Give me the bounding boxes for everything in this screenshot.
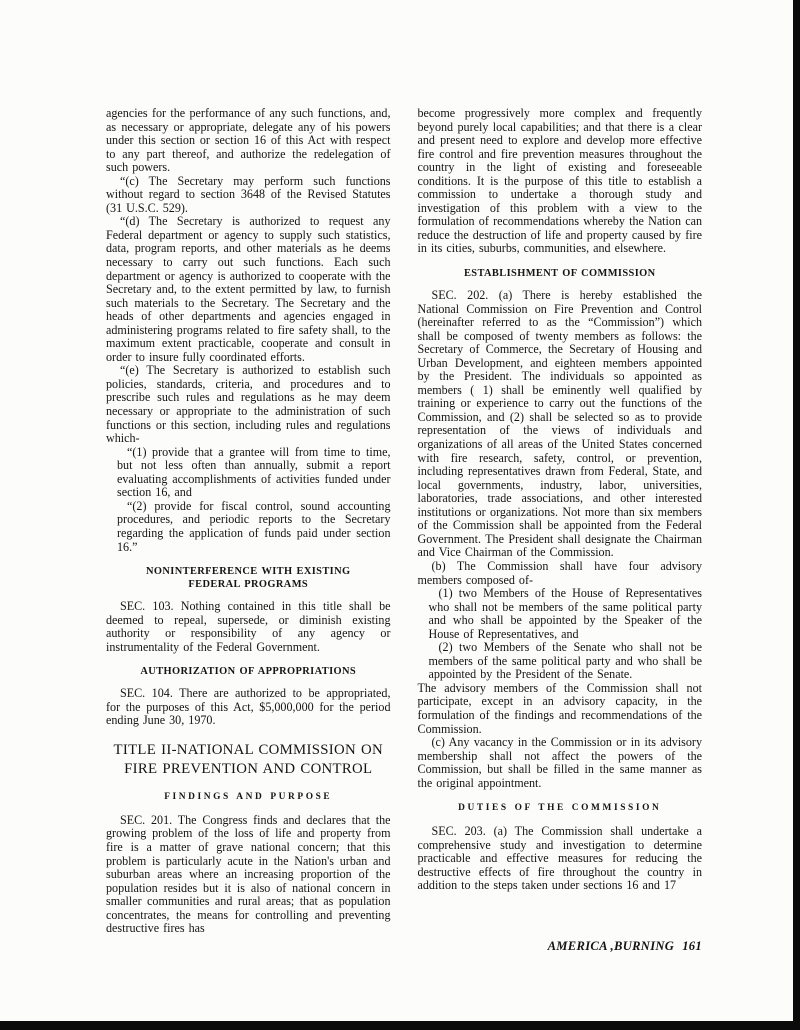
- subparagraph: “(1) provide that a grantee will from time to time, but not less often than annually, submit a report evaluating accomplishments of activities funded under section 16, and: [117, 444, 391, 500]
- scan-edge-right: [793, 0, 800, 1030]
- subparagraph: (2) two Members of the Senate who shall not be members of the same political party and who shall be appointed by the President of the Senate.: [428, 640, 702, 682]
- subparagraph: (1) two Members of the House of Representatives who shall not be members of the same political party and who shall be appointed by the Speaker of the House of Representatives, and: [428, 586, 702, 641]
- paragraph: The advisory members of the Commission shall not participate, except in an advisory capacity, in the formulation of the findings and recommendations of the Commission.: [417, 680, 702, 736]
- page-number: 161: [682, 939, 702, 953]
- title-ii-heading: TITLE II-NATIONAL COMMISSION ON FIRE PREVENTION AND CONTROL: [113, 741, 383, 777]
- paragraph: SEC. 103. Nothing contained in this title shall be deemed to repeal, supersede, or diminish existing authority or responsibility of any agency or instrumentality of the Federal Government.: [106, 599, 391, 654]
- text-column-left: [106, 107, 391, 936]
- footer-book-title: AMERICA ,BURNING: [547, 939, 675, 953]
- page-body: [106, 107, 702, 936]
- subparagraph: “(2) provide for fiscal control, sound accounting procedures, and periodic reports to the Secretary regarding the application of funds paid under section 16.”: [117, 498, 391, 554]
- paragraph: “(c) The Secretary may perform such functions without regard to section 3648 of the Revised Statutes (31 U.S.C. 529).: [106, 173, 391, 215]
- paragraph: agencies for the performance of any such functions, and, as necessary or appropriate, delegate any of his powers under this section or section 16 of this Act with respect to any part thereof, and authorize the redelegation of such powers.: [106, 106, 391, 175]
- paragraph: SEC. 202. (a) There is hereby established the National Commission on Fire Prevention and Control (hereinafter referred to as the “Commission”) which shall be composed of twenty members as follows: the Secretary of Commerce, the Secretary of Housing and Urban Development, and eighteen members appointed by the President. The individuals so appointed as members ( 1) shall be eminently well qualified by training or experience to carry out the functions of the Commission, and (2) shall be selected so as to provide representation of the views of individuals and organizations of all areas of the United States concerned with fire research, safety, control, or prevention, including representatives drawn from Federal, State, and local governments, industry, labor, universities, laboratories, trade associations, and other interested institutions or organizations. Not more than six members of the Commission shall be appointed from the Federal Government. The President shall designate the Chairman and Vice Chairman of the Commission.: [417, 288, 702, 560]
- text-column-right: [418, 107, 703, 936]
- scan-edge-bottom: [0, 1021, 800, 1030]
- heading-establishment: ESTABLISHMENT OF COMMISSION: [463, 268, 656, 280]
- running-footer: [418, 939, 702, 954]
- paragraph: “(e) The Secretary is authorized to establish such policies, standards, criteria, and procedures and to prescribe such rules and regulations as he may deem necessary or appropriate to the administration of such functions or this section, including rules and regulations which-: [106, 363, 391, 446]
- heading-noninterference: NONINTERFERENCE WITH EXISTING FEDERAL PROGRAMS: [145, 566, 351, 591]
- paragraph: (c) Any vacancy in the Commission or in its advisory membership shall not affect the powers of the Commission, but shall be filled in the same manner as the original appointment.: [417, 735, 702, 790]
- heading-authorization: AUTHORIZATION OF APPROPRIATIONS: [140, 666, 357, 678]
- paragraph: (b) The Commission shall have four advisory members composed of-: [417, 558, 702, 587]
- paragraph: become progressively more complex and frequently beyond purely local capabilities; and that there is a clear and present need to explore and develop more effective fire control and fire prevention measures throughout the country in the light of existing and foreseeable conditions. It is the purpose of this title to establish a commission to undertake a thorough study and investigation of this problem with a view to the formulation of recommendations whereby the Nation can reduce the destruction of life and property caused by fire in its cities, suburbs, communities, and elsewhere.: [417, 106, 702, 256]
- heading-findings-and-purpose: FINDINGS AND PURPOSE: [164, 791, 333, 802]
- paragraph: “(d) The Secretary is authorized to request any Federal department or agency to supply such statistics, data, program reports, and other materials as he deems necessary to carry out such functions. Each such department or agency is authorized to cooperate with the Secretary and, to the extent permitted by law, to furnish such materials to the Secretary. The Secretary and the heads of other departments and agencies engaged in administering programs related to fire safety shall, to the maximum extent practicable, cooperate and consult in order to insure fully coordinated efforts.: [106, 214, 391, 364]
- paragraph: SEC. 104. There are authorized to be appropriated, for the purposes of this Act, $5,000,000 for the period ending June 30, 1970.: [106, 686, 391, 728]
- paragraph: SEC. 201. The Congress finds and declares that the growing problem of the loss of life and property from fire is a matter of grave national concern; that this problem is particularly acute in the Nation's urban and suburban areas where an increasing proportion of the population resides but it is also of national concern in smaller communities and rural areas; that as population concentrates, the means for controlling and preventing destructive fires has: [106, 812, 391, 936]
- heading-duties: DUTIES OF THE COMMISSION: [458, 803, 662, 814]
- paragraph: SEC. 203. (a) The Commission shall undertake a comprehensive study and investigation to determine practicable and effective measures for reducing the destructive effects of fire throughout the country in addition to the steps taken under sections 16 and 17: [417, 824, 702, 893]
